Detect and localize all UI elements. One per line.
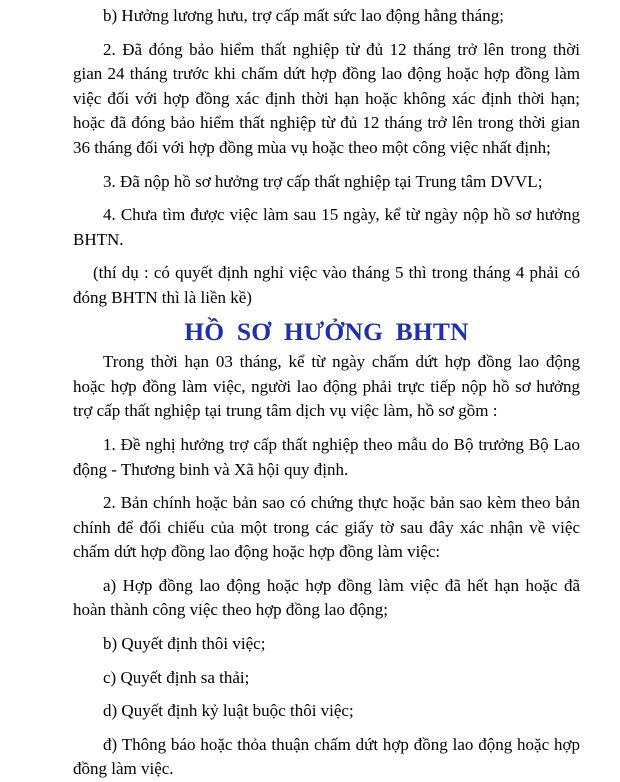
section-heading	[73, 316, 580, 346]
paragraph-insurance-contribution: 2. Đã đóng bảo hiểm thất nghiệp từ đủ 12 tháng trở lên trong thời gian 24 tháng trước khi chấm dứt hợp đồng lao động hoặc hợp đồng làm việc đối với hợp đồng xác định thời hạn hoặc không xác định thời hạn; hoặc đã đóng bảo hiểm thất nghiệp từ đủ 12 tháng trở lên trong thời gian 36 tháng đối với hợp đồng mùa vụ hoặc theo một công việc nhất định;	[73, 39, 580, 157]
list-item-disciplinary-decision: d) Quyết định kỷ luật buộc thôi việc;	[103, 701, 354, 721]
list-item-expired-contract: a) Hợp đồng lao động hoặc hợp đồng làm việc đã hết hạn hoặc đã hoàn thành công việc theo hợp đồng lao động;	[73, 575, 580, 620]
paragraph-example-note: (thí dụ : có quyết định nghỉ việc vào tháng 5 thì trong tháng 4 phải có đóng BHTN thì là liền kề)	[73, 263, 580, 307]
paragraph-submitted-dossier: 3. Đã nộp hồ sơ hưởng trợ cấp thất nghiệp tại Trung tâm DVVL;	[103, 171, 543, 191]
list-item-termination-notice: đ) Thông báo hoặc thỏa thuận chấm dứt hợp đồng lao động hoặc hợp đồng làm việc.	[73, 734, 580, 779]
paragraph-submission-deadline: Trong thời hạn 03 tháng, kể từ ngày chấm dứt hợp đồng lao động hoặc hợp đồng làm việc, người lao động phải trực tiếp nộp hồ sơ hưởng trợ cấp thất nghiệp tại trung tâm dịch vụ việc làm, hồ sơ gồm :	[73, 352, 580, 421]
section-heading-text: HỒ SƠ HƯỞNG BHTN	[184, 316, 469, 346]
list-item-resignation-decision: b) Quyết định thôi việc;	[103, 634, 266, 654]
paragraph-termination-documents: 2. Bản chính hoặc bản sao có chứng thực hoặc bản sao kèm theo bản chính để đối chiếu của một trong các giấy tờ sau đây xác nhận về việc chấm dứt hợp đồng lao động hoặc hợp đồng làm việc:	[73, 493, 580, 562]
list-item-dismissal-decision: c) Quyết định sa thải;	[103, 667, 250, 687]
paragraph-pension-condition: b) Hưởng lương hưu, trợ cấp mất sức lao động hằng tháng;	[103, 6, 504, 25]
paragraph-no-job-found: 4. Chưa tìm được việc làm sau 15 ngày, kể từ ngày nộp hồ sơ hưởng BHTN.	[73, 205, 580, 249]
paragraph-request-form: 1. Đề nghị hưởng trợ cấp thất nghiệp theo mẫu do Bộ trưởng Bộ Lao động - Thương binh và Xã hội quy định.	[73, 434, 580, 479]
